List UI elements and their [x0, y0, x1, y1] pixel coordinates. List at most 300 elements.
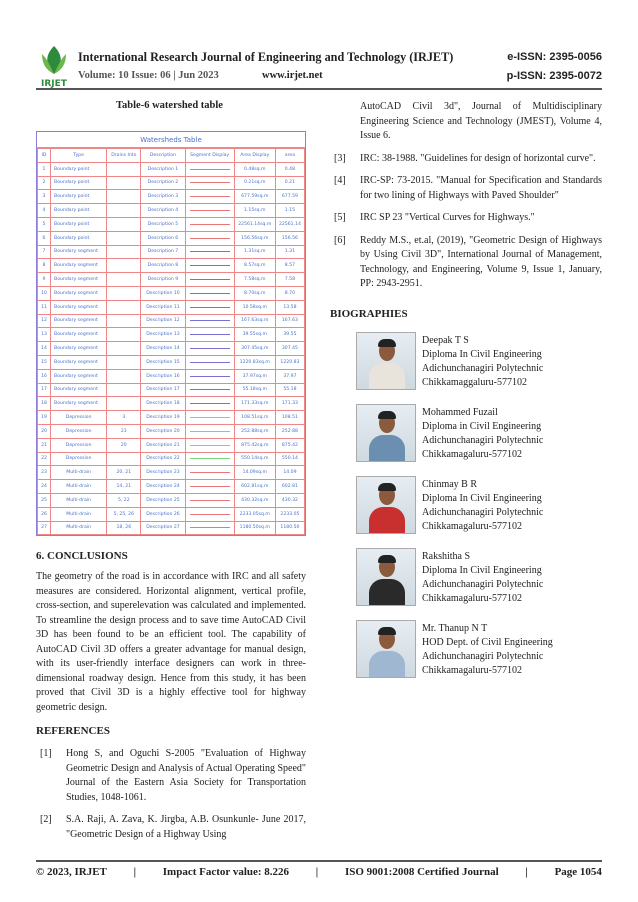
- segment-line: [190, 486, 230, 487]
- segment-display: [185, 397, 234, 411]
- table-cell: Description 18: [141, 397, 185, 411]
- table-cell: 7: [38, 245, 51, 259]
- table-cell: 10: [38, 286, 51, 300]
- column-header: ID: [38, 149, 51, 163]
- table-cell: 1.31sq.m: [234, 245, 275, 259]
- table-cell: 1220.83: [275, 355, 304, 369]
- reference-text: Reddy M.S., et.al, (2019), "Geometric Design of Highways by Using Civil 3D", International Journal of Management, Technology, and Engineering, Volume 9, Issue 1, January, PP: 2943-2951.: [360, 234, 602, 289]
- table-cell: 21: [38, 438, 51, 452]
- table-cell: Boundary segment: [51, 245, 107, 259]
- author-name: Chinmay B R: [422, 478, 478, 490]
- table-cell: 430.32sq.m: [234, 493, 275, 507]
- table-cell: Description 14: [141, 342, 185, 356]
- conclusions-heading: 6. CONCLUSIONS: [36, 550, 128, 562]
- table-cell: Boundary point: [51, 217, 107, 231]
- p-issn: p-ISSN: 2395-0072: [506, 70, 602, 82]
- segment-display: [185, 162, 234, 176]
- header-divider: [36, 88, 602, 90]
- table-caption: Table-6 watershed table: [116, 100, 223, 111]
- table-cell: Description 25: [141, 493, 185, 507]
- table-cell: Boundary segment: [51, 383, 107, 397]
- table-cell: Description 10: [141, 286, 185, 300]
- segment-display: [185, 286, 234, 300]
- reference-text: S.A. Raji, A. Zava, K. Jirgba, A.B. Osunkunle- June 2017, "Geometric Design of a Highway Using: [66, 814, 306, 840]
- table-cell: Boundary point: [51, 190, 107, 204]
- reference-text: Hong S, and Oguchi S-2005 "Evaluation of Highway Geometric Design and Analysis of Actual Operating Speed" Journal of the Eastern Asia Society for Transportation Studies, 1048-1061.: [66, 748, 306, 803]
- author-name: Deepak T S: [422, 334, 469, 346]
- table-cell: Description 26: [141, 507, 185, 521]
- table-cell: 7.58sq.m: [234, 273, 275, 287]
- segment-display: [185, 245, 234, 259]
- segment-display: [185, 521, 234, 535]
- author-role: Diploma In Civil Engineering: [422, 348, 542, 360]
- table-cell: Description 3: [141, 190, 185, 204]
- segment-line: [190, 348, 230, 349]
- table-cell: 13.58: [275, 300, 304, 314]
- table-row: [38, 217, 305, 231]
- table-cell: Multi-drain: [51, 466, 107, 480]
- footer-separator: |: [133, 866, 137, 878]
- column-header: area: [275, 149, 304, 163]
- table-cell: 17: [38, 383, 51, 397]
- table-cell: 15: [38, 355, 51, 369]
- table-row: [38, 190, 305, 204]
- biography-entry: [356, 332, 602, 390]
- table-cell: 7.58: [275, 273, 304, 287]
- segment-line: [190, 514, 230, 515]
- reference-number: [2]: [40, 814, 52, 825]
- table-cell: Description 7: [141, 245, 185, 259]
- table-cell: 13: [38, 328, 51, 342]
- table-cell: 550.14: [275, 452, 304, 466]
- segment-line: [190, 527, 230, 528]
- author-photo: [356, 620, 416, 678]
- table-row: [38, 369, 305, 383]
- reference-item: [330, 152, 602, 167]
- table-cell: Description 17: [141, 383, 185, 397]
- table-cell: Description 13: [141, 328, 185, 342]
- segment-line: [190, 293, 230, 294]
- segment-line: [190, 500, 230, 501]
- table-cell: 37.97: [275, 369, 304, 383]
- column-header: Segment Display: [185, 149, 234, 163]
- table-cell: 108.51sq.m: [234, 411, 275, 425]
- segment-display: [185, 452, 234, 466]
- table-cell: 20: [38, 424, 51, 438]
- table-cell: Multi-drain: [51, 493, 107, 507]
- table-cell: [107, 342, 141, 356]
- table-row: [38, 204, 305, 218]
- table-cell: 8.70: [275, 286, 304, 300]
- segment-display: [185, 369, 234, 383]
- references-left: [36, 747, 306, 850]
- table-cell: 5, 22: [107, 493, 141, 507]
- author-place: Chikkamagaluru-577102: [422, 592, 522, 604]
- reference-item: [36, 813, 306, 842]
- table-cell: 171.33sq.m: [234, 397, 275, 411]
- reference-text: IRC: 38-1988. "Guidelines for design of horizontal curve".: [360, 152, 596, 164]
- segment-line: [190, 182, 230, 183]
- segment-display: [185, 466, 234, 480]
- table-cell: 39.55sq.m: [234, 328, 275, 342]
- table-cell: Multi-drain: [51, 480, 107, 494]
- table-row: [38, 466, 305, 480]
- table-cell: Description 24: [141, 480, 185, 494]
- table-row: [38, 452, 305, 466]
- table-cell: 156.56sq.m: [234, 231, 275, 245]
- table-cell: Boundary segment: [51, 355, 107, 369]
- column-header: Description: [141, 149, 185, 163]
- table-cell: 14, 21: [107, 480, 141, 494]
- table-cell: 5: [38, 217, 51, 231]
- table-cell: 307.45sq.m: [234, 342, 275, 356]
- table-cell: 8: [38, 259, 51, 273]
- table-cell: 23: [38, 466, 51, 480]
- segment-line: [190, 334, 230, 335]
- segment-display: [185, 438, 234, 452]
- segment-line: [190, 279, 230, 280]
- table-cell: Boundary segment: [51, 369, 107, 383]
- table-row: [38, 480, 305, 494]
- table-cell: [107, 259, 141, 273]
- segment-display: [185, 328, 234, 342]
- table-cell: 6: [38, 231, 51, 245]
- segment-display: [185, 507, 234, 521]
- table-cell: [107, 204, 141, 218]
- table-cell: [107, 383, 141, 397]
- table-cell: 18, 26: [107, 521, 141, 535]
- footer-divider: [36, 860, 602, 862]
- segment-display: [185, 217, 234, 231]
- table-cell: 0.21: [275, 176, 304, 190]
- table-cell: 19: [38, 411, 51, 425]
- table-cell: Boundary segment: [51, 259, 107, 273]
- svg-text:IRJET: IRJET: [41, 79, 67, 88]
- table-cell: 602.81sq.m: [234, 480, 275, 494]
- table-cell: 16: [38, 369, 51, 383]
- segment-line: [190, 403, 230, 404]
- table-cell: 307.45: [275, 342, 304, 356]
- author-role: Diploma in Civil Engineering: [422, 420, 542, 432]
- irjet-logo: [36, 44, 72, 88]
- table-cell: 875.42: [275, 438, 304, 452]
- table-row: [38, 342, 305, 356]
- table-row: [38, 355, 305, 369]
- author-place: Chikkamagaluru-577102: [422, 664, 522, 676]
- table-cell: Depression: [51, 452, 107, 466]
- table-cell: 1.15: [275, 204, 304, 218]
- table-cell: 55.18: [275, 383, 304, 397]
- journal-title: International Research Journal of Engineering and Technology (IRJET): [78, 50, 454, 64]
- segment-display: [185, 480, 234, 494]
- table-row: [38, 273, 305, 287]
- author-college: Adichunchanagiri Polytechnic: [422, 506, 544, 518]
- table-cell: [107, 328, 141, 342]
- table-cell: 1180.50: [275, 521, 304, 535]
- table-cell: 37.97sq.m: [234, 369, 275, 383]
- table-cell: 0.21sq.m: [234, 176, 275, 190]
- author-place: Chikkamagaluru-577102: [422, 520, 522, 532]
- column-header: Area Display: [234, 149, 275, 163]
- table-row: [38, 493, 305, 507]
- column-header: Drains Into: [107, 149, 141, 163]
- table-cell: [107, 190, 141, 204]
- segment-line: [190, 389, 230, 390]
- biographies: [330, 332, 602, 692]
- segment-line: [190, 265, 230, 266]
- segment-display: [185, 342, 234, 356]
- footer-separator: |: [525, 866, 528, 878]
- segment-display: [185, 190, 234, 204]
- column-header: Type: [51, 149, 107, 163]
- table-cell: Multi-drain: [51, 507, 107, 521]
- table-cell: 9: [38, 273, 51, 287]
- table-cell: Boundary segment: [51, 342, 107, 356]
- impact-factor: Impact Factor value: 8.226: [162, 866, 290, 878]
- table-cell: 677.59: [275, 190, 304, 204]
- table-cell: 2233.05sq.m: [234, 507, 275, 521]
- table-cell: 20, 21: [107, 466, 141, 480]
- table-cell: [107, 452, 141, 466]
- table-cell: [107, 397, 141, 411]
- author-photo: [356, 332, 416, 390]
- biographies-heading: BIOGRAPHIES: [330, 307, 408, 320]
- table-cell: [107, 314, 141, 328]
- table-cell: 2: [38, 176, 51, 190]
- footer: [36, 866, 602, 878]
- author-place: Chikkamagaluru-577102: [422, 448, 522, 460]
- segment-line: [190, 196, 230, 197]
- table-cell: 4: [38, 204, 51, 218]
- table-cell: Description 9: [141, 273, 185, 287]
- table-row: [38, 383, 305, 397]
- reference-continuation: AutoCAD Civil 3d", Journal of Multidisciplinary Engineering Science and Technology (JMEST), Volume 4, Issue 6.: [360, 101, 602, 141]
- table-row: [38, 411, 305, 425]
- table-cell: 11: [38, 300, 51, 314]
- segment-display: [185, 383, 234, 397]
- author-college: Adichunchanagiri Polytechnic: [422, 578, 544, 590]
- table-cell: Description 16: [141, 369, 185, 383]
- segment-line: [190, 458, 230, 459]
- table-cell: [107, 286, 141, 300]
- table-cell: 20: [107, 438, 141, 452]
- table-cell: [107, 176, 141, 190]
- table-cell: Boundary point: [51, 204, 107, 218]
- author-college: Adichunchanagiri Polytechnic: [422, 362, 544, 374]
- table-cell: 3: [38, 190, 51, 204]
- table-cell: Description 2: [141, 176, 185, 190]
- table-cell: 18: [38, 397, 51, 411]
- author-college: Adichunchanagiri Polytechnic: [422, 650, 544, 662]
- table-cell: Description 11: [141, 300, 185, 314]
- segment-display: [185, 259, 234, 273]
- table-cell: Boundary segment: [51, 314, 107, 328]
- table-cell: 602.81: [275, 480, 304, 494]
- table-cell: 1: [38, 162, 51, 176]
- biography-entry: [356, 476, 602, 534]
- table-row: [38, 314, 305, 328]
- table-cell: Description 20: [141, 424, 185, 438]
- table-cell: [107, 217, 141, 231]
- table-cell: 5, 25, 26: [107, 507, 141, 521]
- segment-line: [190, 431, 230, 432]
- segment-display: [185, 231, 234, 245]
- table-cell: 252.88sq.m: [234, 424, 275, 438]
- table-cell: 677.59sq.m: [234, 190, 275, 204]
- table-cell: Boundary segment: [51, 328, 107, 342]
- table-cell: Description 6: [141, 231, 185, 245]
- author-role: HOD Dept. of Civil Engineering: [422, 636, 553, 648]
- references-right: [330, 100, 602, 300]
- table-cell: 171.33: [275, 397, 304, 411]
- table-cell: 8.57: [275, 259, 304, 273]
- segment-line: [190, 169, 230, 170]
- segment-line: [190, 362, 230, 363]
- table-cell: 14: [38, 342, 51, 356]
- table-cell: Description 23: [141, 466, 185, 480]
- left-column: [36, 550, 306, 850]
- table-cell: 24: [38, 480, 51, 494]
- table-cell: Description 5: [141, 217, 185, 231]
- segment-display: [185, 424, 234, 438]
- reference-item: [330, 174, 602, 203]
- table-cell: 27: [38, 521, 51, 535]
- table-cell: [107, 355, 141, 369]
- table-cell: Description 21: [141, 438, 185, 452]
- table-row: [38, 176, 305, 190]
- right-column: [330, 100, 602, 692]
- table-row: [38, 286, 305, 300]
- iso-certification: ISO 9001:2008 Certified Journal: [344, 866, 499, 878]
- table-row: [38, 438, 305, 452]
- reference-item: [330, 211, 602, 226]
- table-cell: Boundary point: [51, 231, 107, 245]
- table-cell: 8.70sq.m: [234, 286, 275, 300]
- table-cell: Description 12: [141, 314, 185, 328]
- table-cell: 167.63sq.m: [234, 314, 275, 328]
- table-row: [38, 162, 305, 176]
- table-cell: 167.63: [275, 314, 304, 328]
- table-row: [38, 328, 305, 342]
- volume-issue: Volume: 10 Issue: 06 | Jun 2023: [78, 70, 219, 81]
- table-cell: 430.32: [275, 493, 304, 507]
- segment-line: [190, 472, 230, 473]
- table-cell: 22561.14: [275, 217, 304, 231]
- author-college: Adichunchanagiri Polytechnic: [422, 434, 544, 446]
- segment-line: [190, 210, 230, 211]
- page-number: Page 1054: [554, 866, 602, 878]
- segment-display: [185, 314, 234, 328]
- table-cell: 14.09: [275, 466, 304, 480]
- biography-entry: [356, 548, 602, 606]
- table-cell: 26: [38, 507, 51, 521]
- author-role: Diploma In Civil Engineering: [422, 564, 542, 576]
- table-row: [38, 245, 305, 259]
- reference-item: [330, 234, 602, 292]
- table-cell: 156.56: [275, 231, 304, 245]
- table-cell: 550.14sq.m: [234, 452, 275, 466]
- table-cell: [107, 300, 141, 314]
- table-cell: [107, 231, 141, 245]
- table-cell: Description 15: [141, 355, 185, 369]
- segment-display: [185, 204, 234, 218]
- table-cell: Multi-drain: [51, 521, 107, 535]
- segment-display: [185, 273, 234, 287]
- table-row: [38, 231, 305, 245]
- table-cell: Boundary point: [51, 176, 107, 190]
- table-cell: 22561.14sq.m: [234, 217, 275, 231]
- author-name: Mohammed Fuzail: [422, 406, 498, 418]
- table-cell: Boundary point: [51, 162, 107, 176]
- table-cell: 0.48: [275, 162, 304, 176]
- table-cell: 1.15sq.m: [234, 204, 275, 218]
- table-cell: Description 1: [141, 162, 185, 176]
- table-cell: 55.18sq.m: [234, 383, 275, 397]
- segment-display: [185, 176, 234, 190]
- table-cell: 22: [38, 452, 51, 466]
- segment-line: [190, 376, 230, 377]
- footer-separator: |: [315, 866, 319, 878]
- table-row: [38, 424, 305, 438]
- segment-display: [185, 300, 234, 314]
- author-role: Diploma In Civil Engineering: [422, 492, 542, 504]
- segment-line: [190, 238, 230, 239]
- table-cell: Depression: [51, 424, 107, 438]
- author-place: Chikkamaggaluru-577102: [422, 376, 527, 388]
- author-name: Mr. Thanup N T: [422, 622, 488, 634]
- segment-line: [190, 417, 230, 418]
- table-cell: 875.42sq.m: [234, 438, 275, 452]
- table-cell: Boundary segment: [51, 286, 107, 300]
- table-cell: Depression: [51, 411, 107, 425]
- table-cell: Description 4: [141, 204, 185, 218]
- table-cell: 0.48sq.m: [234, 162, 275, 176]
- e-issn: e-ISSN: 2395-0056: [507, 51, 602, 63]
- biography-entry: [356, 404, 602, 462]
- biography-entry: [356, 620, 602, 678]
- table-row: [38, 259, 305, 273]
- table-cell: 252.88: [275, 424, 304, 438]
- segment-line: [190, 251, 230, 252]
- table-cell: Description 19: [141, 411, 185, 425]
- table-cell: Description 8: [141, 259, 185, 273]
- table-cell: 3: [107, 411, 141, 425]
- table-cell: 39.55: [275, 328, 304, 342]
- table-cell: 1.31: [275, 245, 304, 259]
- reference-text: IRC SP 23 "Vertical Curves for Highways.": [360, 212, 535, 223]
- table-cell: Description 22: [141, 452, 185, 466]
- reference-text: IRC-SP: 73-2015. "Manual for Specification and Standards for two lining of Highways with Paved Shoulder": [360, 175, 602, 201]
- table-cell: [107, 369, 141, 383]
- website-link[interactable]: www.irjet.net: [262, 70, 323, 81]
- table-cell: [107, 273, 141, 287]
- table-row: [38, 300, 305, 314]
- author-photo: [356, 476, 416, 534]
- table-title: Watersheds Table: [37, 132, 305, 148]
- segment-line: [190, 320, 230, 321]
- reference-item: [36, 747, 306, 805]
- segment-display: [185, 493, 234, 507]
- copyright: © 2023, IRJET: [36, 866, 107, 878]
- segment-display: [185, 355, 234, 369]
- author-photo: [356, 548, 416, 606]
- reference-number: [4]: [334, 175, 346, 186]
- table-row: [38, 507, 305, 521]
- table-row: [38, 521, 305, 535]
- table-cell: 108.51: [275, 411, 304, 425]
- table-row: [38, 397, 305, 411]
- reference-number: [3]: [334, 152, 346, 164]
